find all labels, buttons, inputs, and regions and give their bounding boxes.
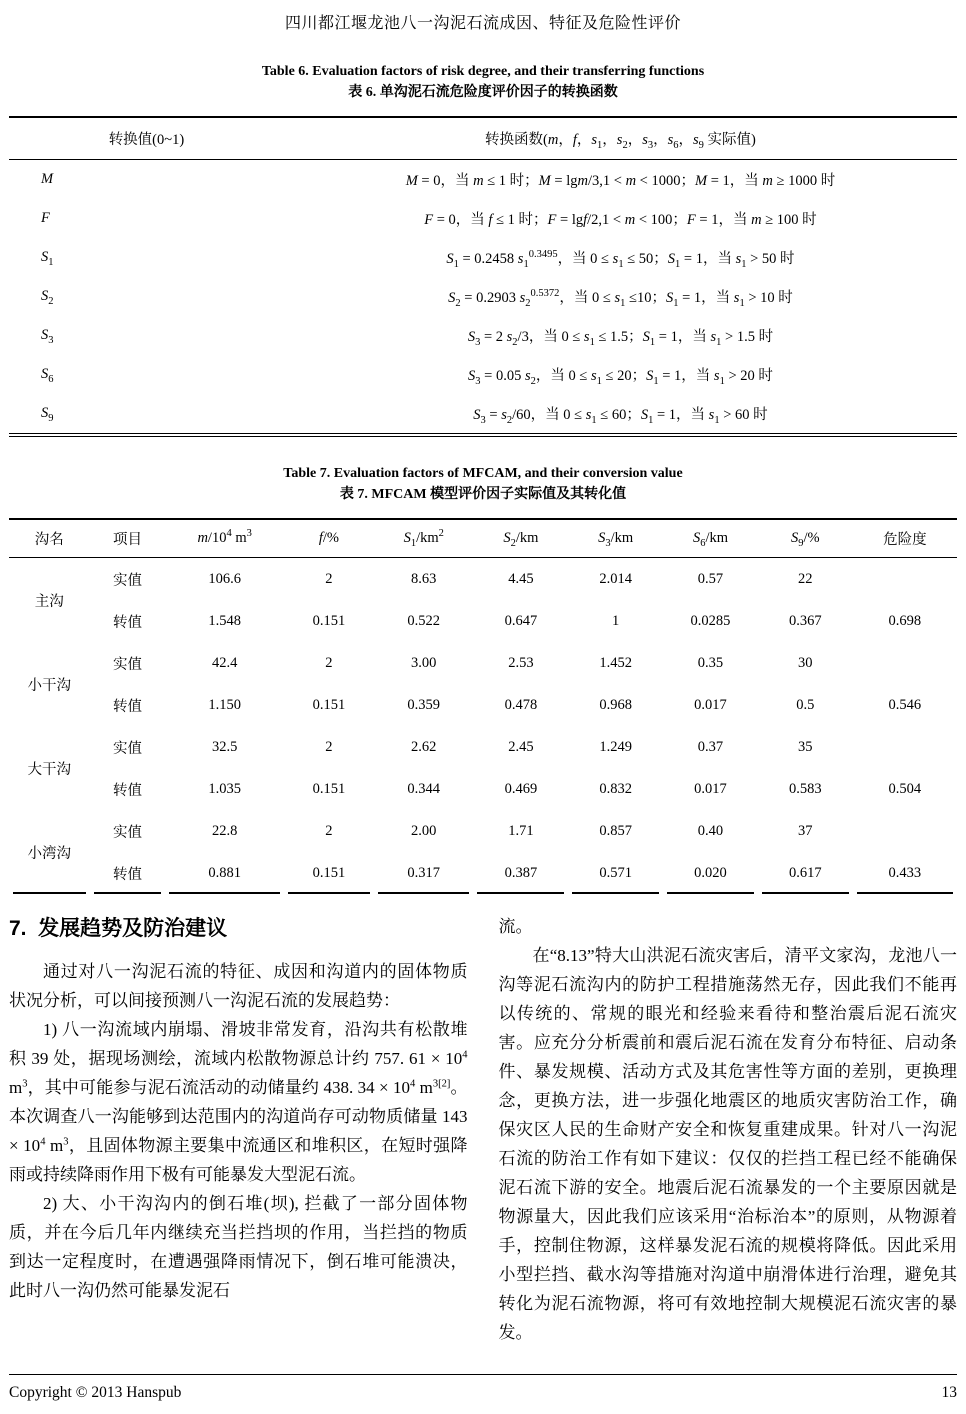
value-cell: 0.617 (758, 852, 853, 894)
table7-mfcam-values (9, 518, 957, 894)
table-row (9, 277, 957, 316)
table6-caption (9, 61, 957, 103)
value-cell: 22.8 (211, 822, 238, 839)
factor-cell: $S_6$ (41, 366, 54, 385)
table7-caption (9, 463, 957, 505)
page-number: 13 (941, 1384, 957, 1401)
value-cell: 0.344 (407, 780, 441, 797)
value-cell: 0.571 (568, 852, 663, 894)
value-cell: 2 (325, 570, 333, 587)
risk-cell (853, 558, 957, 601)
col-f: f/% (284, 519, 374, 558)
value-cell: 2 (325, 654, 333, 671)
formula-cell: F = 0，当 f ≤ 1 时；F = lgf/2,1 < m < 100；F = 1，当 m ≥ 100 时 (424, 212, 817, 228)
value-cell: 0.151 (312, 696, 346, 713)
paragraph: 流。 (498, 917, 533, 936)
value-cell: 0.881 (165, 852, 284, 894)
value-cell: 8.63 (411, 570, 437, 587)
value-cell: 0.151 (312, 780, 346, 797)
value-cell: 1.249 (599, 738, 632, 755)
paragraph: 1) 八一沟流域内崩塌、滑坡非常发育，沿沟共有松散堆积 39 处，据现场测绘，流域内松散物源总计约 757. $61 \times 10^4$ $m^3$，其中可能参与泥石流活动的动储量约 438. $34 \times 10^4$ $m^{3[2]}$。本次调查八一沟能够到达范围内的沟道尚存可动物质储量 $143 \times 10^4$ $m^3$，且固体物源主要集中流通区和堆积区，在短时强降雨或持续降雨作用下极有可能暴发大型泥石流。 (9, 1020, 468, 1184)
value-cell: 1.548 (208, 612, 241, 629)
value-cell: 42.4 (211, 654, 238, 671)
table6-caption-zh: 表 6. 单沟泥石流危险度评价因子的转换函数 (348, 85, 618, 100)
value-cell: 0.5 (796, 696, 815, 713)
row-label-cell: 实值 (112, 740, 142, 757)
value-cell: 22 (798, 570, 813, 587)
value-cell: 2.62 (411, 738, 437, 755)
row-label-cell: 转值 (90, 852, 166, 894)
value-cell: 0.857 (599, 822, 632, 839)
value-cell: 2.014 (599, 570, 632, 587)
value-cell: 2.45 (508, 738, 534, 755)
table-row (9, 238, 957, 277)
col-m: $m/10^4$ $m^3$ (165, 519, 284, 558)
risk-cell (853, 726, 957, 768)
formula-cell: M = 0，当 m ≤ 1 时；M = lgm/3,1 < m < 1000；M = 1，当 m ≥ 1000 时 (405, 173, 836, 189)
paragraph: 在“8.13”特大山洪泥石流灾害后，清平文家沟，龙池八一沟等泥石流沟内的防护工程措施荡然无存，因此我们不能再以传统的、常规的眼光和经验来看待和整治震后泥石流灾害。应充分分析震前和震后泥石流在发育分布特征、启动条件、暴发规模、活动方式及其危害性等方面的差别，更换理念，更换方法，进一步强化地震区的地质灾害防治工作，确保灾区人民的生命财产安全和恢复重建成果。针对八一沟泥石流的防治工作有如下建议：仅仅的拦挡工程已经不能确保泥石流下游的安全。地震后泥石流暴发的一个主要原因就是物源量大，因此我们应该采用“治标治本”的原则，从物源着手，控制住物源，这样暴发泥石流的规模将降低。因此采用小型拦挡、截水沟等措施对沟道中崩滑体进行治理，避免其转化为泥石流物源，将可有效地控制大规模泥石流灾害的暴发。 (498, 946, 957, 1342)
value-cell: 0.478 (504, 696, 538, 713)
value-cell: 0.151 (284, 852, 374, 894)
risk-cell: 0.504 (888, 780, 922, 797)
gully-name-cell: 小湾沟 (9, 810, 90, 894)
value-cell: 0.968 (599, 696, 632, 713)
value-cell: 0.387 (473, 852, 568, 894)
page-footer (9, 1374, 957, 1402)
formula-cell: $S_1 = 0.2458$ $s_1^{0.3495}$，当 $0 \le s_1 \le 50$；$S_1 = 1$，当 $s_1 > 50$ 时 (446, 249, 795, 270)
value-cell: 1.452 (599, 654, 632, 671)
value-cell: 35 (798, 738, 813, 755)
col-s3: $S_3/km$ (568, 519, 663, 558)
factor-cell: M (41, 171, 54, 187)
value-cell: 0.020 (663, 852, 758, 894)
value-cell: 0.469 (504, 780, 538, 797)
value-cell: 1.150 (208, 696, 241, 713)
value-cell: 0.359 (407, 696, 441, 713)
col-gully-name: 沟名 (9, 519, 90, 558)
formula-cell: $S_3 = 2$ $s_2/3$，当 $0 \le s_1 \le 1.5$；$S_1 = 1$，当 $s_1 > 1.5$ 时 (467, 329, 774, 348)
row-label-cell: 转值 (112, 782, 142, 799)
value-cell: 32.5 (211, 738, 238, 755)
value-cell: 0.017 (694, 696, 727, 713)
formula-cell: $S_3 = s_2/60$，当 $0 \le s_1 \le 60$；$S_1 = 1$，当 $s_1 > 60$ 时 (473, 407, 768, 426)
table-row (9, 642, 957, 684)
col-item: 项目 (90, 519, 166, 558)
risk-cell (853, 810, 957, 852)
section-heading: 7. 发展趋势及防治建议 (9, 917, 228, 940)
copyright-text: Copyright © 2013 Hanspub (9, 1384, 182, 1401)
gully-name-cell: 主沟 (34, 593, 64, 610)
factor-cell: $S_9$ (41, 405, 54, 424)
running-title: 四川都江堰龙池八一沟泥石流成因、特征及危险性评价 (284, 15, 681, 32)
value-cell: 2.00 (411, 822, 437, 839)
value-cell: 2 (325, 738, 333, 755)
table6-caption-en: Table 6. Evaluation factors of risk degree, and their transferring functions (261, 64, 705, 79)
paragraph: 通过对八一沟泥石流的特征、成因和沟道内的固体物质状况分析，可以间接预测八一沟泥石流的发展趋势： (9, 962, 468, 1010)
value-cell: 0.367 (788, 612, 822, 629)
value-cell: 0.40 (697, 822, 724, 839)
table-row (9, 768, 957, 810)
table-row (9, 600, 957, 642)
formula-cell: $S_2 = 0.2903$ $s_2^{0.5372}$，当 $0 \le s_1 \le 10$；$S_1 = 1$，当 $s_1 > 10$ 时 (448, 288, 793, 309)
value-cell: 37 (798, 822, 813, 839)
value-cell: 0.151 (312, 612, 346, 629)
table-row (9, 558, 957, 601)
factor-cell: F (41, 210, 50, 226)
formula-cell: $S_3 = 0.05$ $s_2$，当 $0 \le s_1 \le 20$；$S_1 = 1$，当 $s_1 > 20$ 时 (468, 368, 773, 387)
value-cell: 0.832 (599, 780, 632, 797)
col-risk-degree: 危险度 (853, 519, 957, 558)
table-row (9, 316, 957, 355)
table7-caption-en: Table 7. Evaluation factors of MFCAM, and their conversion value (283, 466, 683, 481)
value-cell: 0.0285 (690, 612, 731, 629)
table-row (9, 684, 957, 726)
paragraph: 2) 大、小干沟沟内的倒石堆(坝), 拦截了一部分固体物质，并在今后几年内继续充当拦挡坝的作用，当拦挡的物质到达一定程度时，在遭遇强降雨情况下，倒石堆可能溃决，此时八一沟仍然可能暴发泥石 (9, 1194, 468, 1300)
table6-col-transfer-function: 转换函数(m，f，$s_1$，$s_2$，$s_3$，$s_6$，$s_9$ 实际值) (284, 117, 957, 160)
value-cell: 0.37 (697, 738, 724, 755)
col-s6: $S_6/km$ (663, 519, 758, 558)
value-cell: 4.45 (508, 570, 534, 587)
table-row (9, 199, 957, 238)
factor-cell: $S_1$ (41, 249, 54, 268)
table7-header-row (9, 519, 957, 558)
value-cell: 0.017 (694, 780, 727, 797)
col-s1: $S_1/km^2$ (374, 519, 474, 558)
row-label-cell: 实值 (112, 572, 142, 589)
gully-name-cell: 大干沟 (27, 761, 72, 778)
value-cell: 0.583 (788, 780, 822, 797)
value-cell: 106.6 (208, 570, 241, 587)
value-cell: 1.71 (508, 822, 534, 839)
col-s2: $S_2/km$ (473, 519, 568, 558)
value-cell: 0.647 (504, 612, 538, 629)
left-column (9, 912, 468, 1347)
col-s9: $S_9/\%$ (758, 519, 853, 558)
table-row (9, 394, 957, 435)
table6-header-row (9, 117, 957, 160)
table7-caption-zh: 表 7. MFCAM 模型评价因子实际值及其转化值 (339, 487, 627, 502)
table-row (9, 160, 957, 200)
table-row (9, 852, 957, 894)
value-cell: 0.522 (407, 612, 441, 629)
risk-cell: 0.698 (888, 612, 922, 629)
value-cell: 0.35 (697, 654, 724, 671)
row-label-cell: 实值 (112, 656, 142, 673)
table-row (9, 810, 957, 852)
table-row (9, 726, 957, 768)
value-cell: 2 (325, 822, 333, 839)
gully-name-cell: 小干沟 (27, 677, 72, 694)
right-column (499, 912, 958, 1347)
row-label-cell: 实值 (112, 824, 142, 841)
row-label-cell: 转值 (112, 614, 142, 631)
factor-cell: $S_2$ (41, 288, 54, 307)
factor-cell: $S_3$ (41, 327, 54, 346)
table-row (9, 355, 957, 394)
risk-cell: 0.433 (853, 852, 957, 894)
value-cell: 1 (612, 612, 620, 629)
row-label-cell: 转值 (112, 698, 142, 715)
value-cell: 1.035 (208, 780, 241, 797)
value-cell: 30 (798, 654, 813, 671)
value-cell: 3.00 (411, 654, 437, 671)
risk-cell: 0.546 (888, 696, 922, 713)
table6-transfer-functions (9, 116, 957, 437)
value-cell: 2.53 (508, 654, 534, 671)
value-cell: 0.317 (374, 852, 474, 894)
value-cell: 0.57 (697, 570, 724, 587)
body-text (9, 912, 957, 1347)
risk-cell (853, 642, 957, 684)
table6-col-transfer-value: 转换值(0~1) (9, 117, 284, 160)
